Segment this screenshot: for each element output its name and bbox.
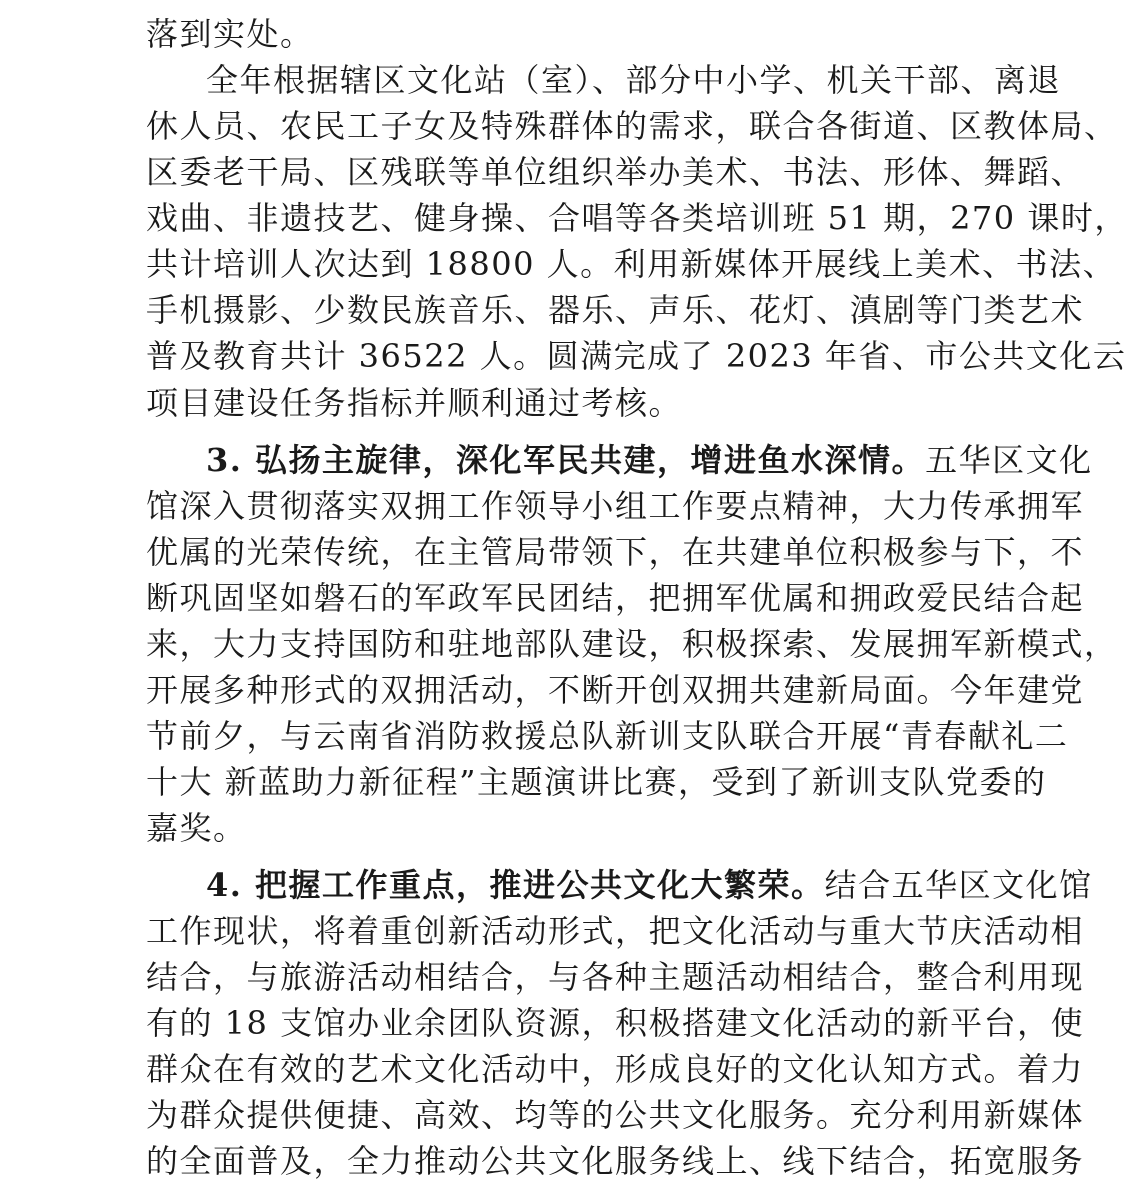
text-line: 为群众提供便捷、高效、均等的公共文化服务。充分利用新媒体 [146,1096,1085,1134]
section-heading-4: 4. 把握工作重点，推进公共文化大繁荣。结合五华区文化馆 [206,866,1093,904]
section-title-bold: 3. 弘扬主旋律，深化军民共建，增进鱼水深情。 [206,441,926,479]
text-line: 普及教育共计 36522 人。圆满完成了 2023 年省、市公共文化云 [146,337,1127,375]
text-line: 项目建设任务指标并顺利通过考核。 [146,384,683,422]
text-line: 群众在有效的艺术文化活动中，形成良好的文化认知方式。着力 [146,1050,1085,1088]
text-line: 区委老干局、区残联等单位组织举办美术、书法、形体、舞蹈、 [146,153,1085,191]
text-line: 来，大力支持国防和驻地部队建设，积极探索、发展拥军新模式， [146,625,1118,663]
text-line: 有的 18 支馆办业余团队资源，积极搭建文化活动的新平台，使 [146,1004,1085,1042]
text-line: 结合，与旅游活动相结合，与各种主题活动相结合，整合利用现 [146,958,1085,996]
section-heading-3: 3. 弘扬主旋律，深化军民共建，增进鱼水深情。五华区文化 [206,441,1093,479]
text-line: 手机摄影、少数民族音乐、器乐、声乐、花灯、滇剧等门类艺术 [146,291,1085,329]
text-line: 嘉奖。 [146,809,247,847]
text-line: 断巩固坚如磐石的军政军民团结，把拥军优属和拥政爱民结合起 [146,579,1085,617]
text-line: 戏曲、非遗技艺、健身操、合唱等各类培训班 51 期，270 课时， [146,199,1128,237]
text-line: 开展多种形式的双拥活动，不断开创双拥共建新局面。今年建党 [146,671,1085,709]
text-line: 落到实处。 [146,15,314,53]
text-line: 共计培训人次达到 18800 人。利用新媒体开展线上美术、书法、 [146,245,1117,283]
paragraph-first-line: 全年根据辖区文化站（室）、部分中小学、机关干部、离退 [206,61,1062,99]
text-line: 十大 新蓝助力新征程”主题演讲比赛，受到了新训支队党委的 [146,763,1047,801]
text-line: 馆深入贯彻落实双拥工作领导小组工作要点精神，大力传承拥军 [146,487,1085,525]
text-line: 工作现状，将着重创新活动形式，把文化活动与重大节庆活动相 [146,912,1085,950]
text-line: 优属的光荣传统，在主管局带领下，在共建单位积极参与下，不 [146,533,1085,571]
text-line: 节前夕，与云南省消防救援总队新训支队联合开展“青春献礼二 [146,717,1069,755]
text-line: 休人员、农民工子女及特殊群体的需求，联合各街道、区教体局、 [146,107,1118,145]
section-title-bold: 4. 把握工作重点，推进公共文化大繁荣。 [206,866,825,904]
text-line: 的全面普及，全力推动公共文化服务线上、线下结合，拓宽服务 [146,1142,1085,1180]
